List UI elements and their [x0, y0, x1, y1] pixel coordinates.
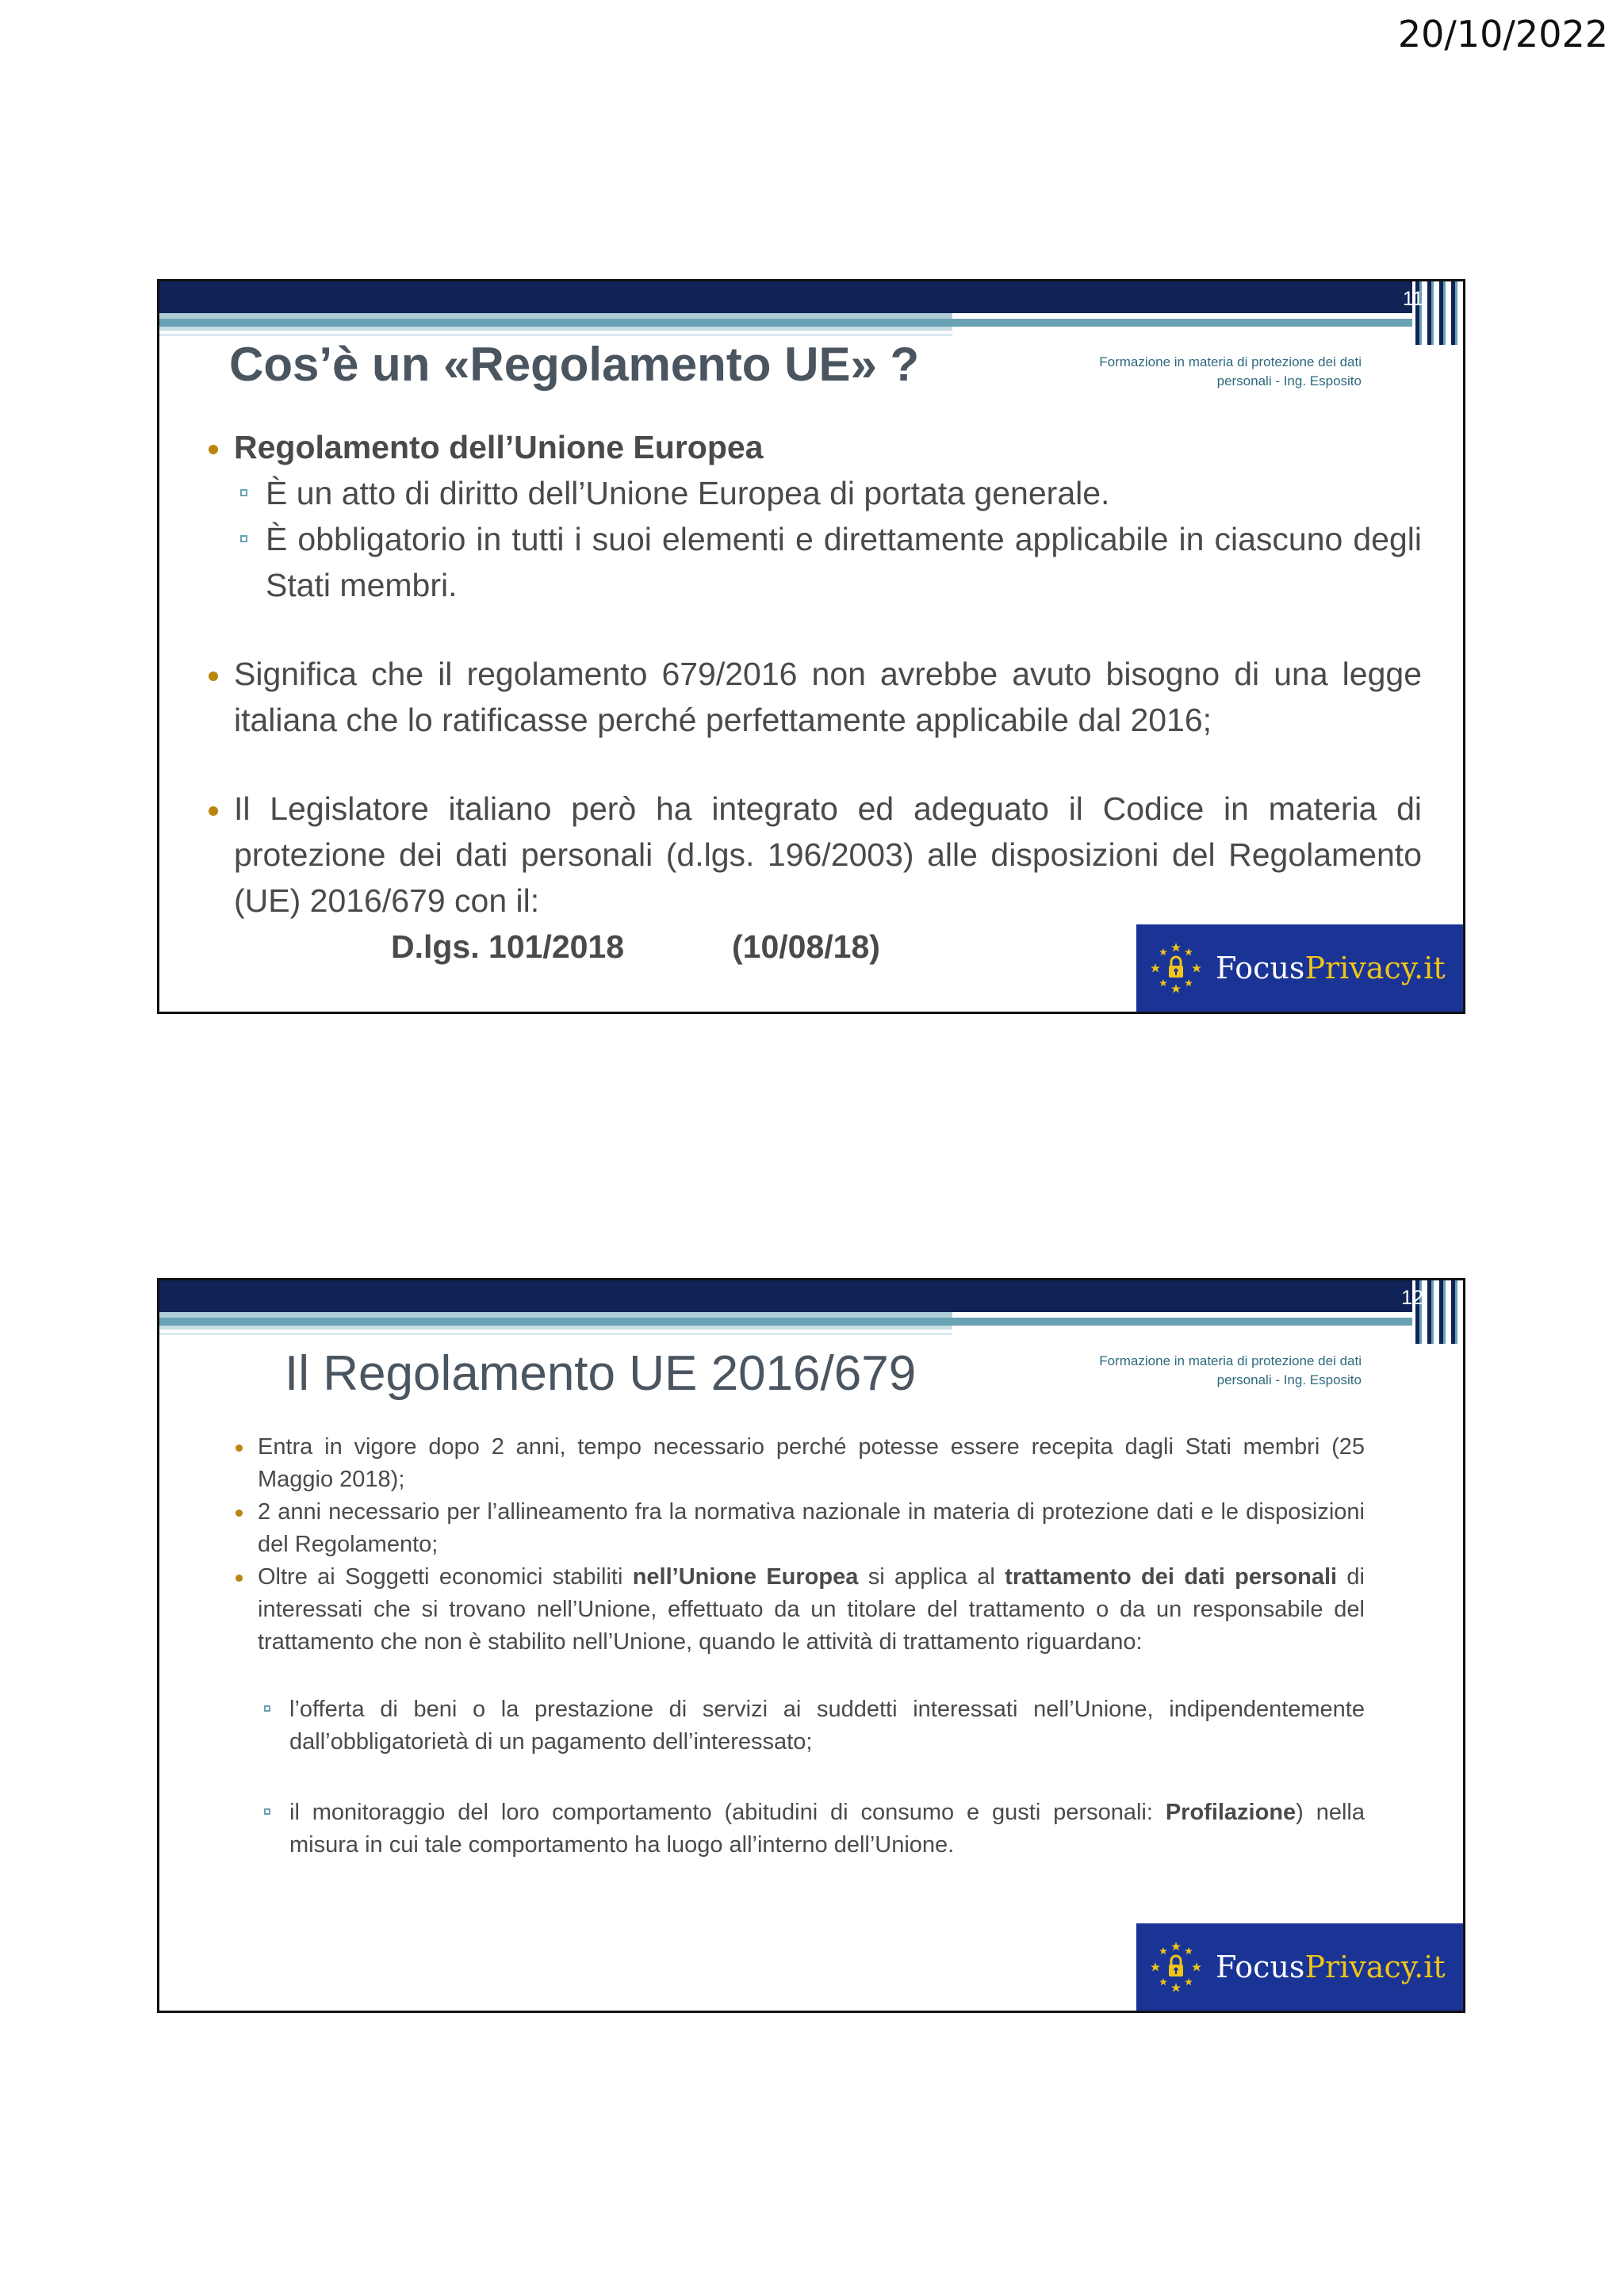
square-bullet-icon — [240, 489, 247, 496]
subtitle-line: Formazione in materia di protezione dei dati — [1099, 354, 1362, 369]
bullet-item — [229, 1561, 1365, 1659]
logo-text — [1216, 951, 1446, 985]
square-bullet-icon — [264, 1808, 270, 1815]
sub-bullet-text: È un atto di diritto dell’Unione Europea di portata generale. — [266, 475, 1110, 511]
bullet-text: di interessati che si trovano nell’Unione, effettuato da un titolare del trattamento o da un responsabile del trattamento che non è stabilito nell’Unione, quando le attività di trattamento riguardano: — [258, 1564, 1365, 1655]
sub-bullet-item — [201, 516, 1422, 608]
header-stripe — [159, 1318, 1460, 1326]
header-stripe — [159, 1326, 952, 1330]
bullet-item — [229, 1431, 1365, 1496]
header-stripe — [159, 319, 1460, 327]
bullet-text-bold: nell’Unione Europea — [632, 1564, 859, 1590]
bullet-text: 2 anni necessario per l’allineamento fra la normativa nazionale in materia di protezione dati e le disposizioni del Regolamento; — [258, 1499, 1365, 1557]
slide-number: 12 — [1401, 1287, 1423, 1309]
sub-bullet-text: l’offerta di beni o la prestazione di servizi ai suddetti interessati nell’Unione, indipendentemente dall’obbligatorietà di un pagamento dell’interessato; — [289, 1697, 1365, 1755]
bullet-text: Significa che il regolamento 679/2016 non avrebbe avuto bisogno di una legge italiana che lo ratificasse perché perfettamente applicabile dal 2016; — [234, 656, 1422, 738]
focusprivacy-logo — [1136, 924, 1463, 1012]
header-stripe — [159, 327, 952, 331]
slide-header-bar — [159, 281, 1463, 313]
sub-bullet-item — [229, 1693, 1365, 1758]
header-stripe — [159, 1312, 952, 1318]
bullet-item — [201, 424, 1422, 470]
header-stripe — [159, 313, 952, 319]
subtitle-line: Formazione in materia di protezione dei dati — [1099, 1353, 1362, 1368]
subtitle-line: personali - Ing. Esposito — [1216, 373, 1362, 388]
slide-12 — [157, 1278, 1465, 2013]
bullet-text: si applica al — [858, 1564, 1005, 1590]
logo-text-privacy: Privacy.it — [1304, 1950, 1446, 1984]
bullet-text: Entra in vigore dopo 2 anni, tempo necessario perché potesse essere recepita dagli Stati membri (25 Maggio 2018); — [258, 1434, 1365, 1492]
logo-text — [1216, 1950, 1446, 1984]
slide-11 — [157, 279, 1465, 1014]
bullet-item — [201, 651, 1422, 743]
bullet-text: Il Legislatore italiano però ha integrato ed adeguato il Codice in materia di protezione dei dati personali (d.lgs. 196/2003) alle disposizioni del Regolamento (UE) 2016/679 con il: — [234, 790, 1422, 919]
bullet-text: Regolamento dell’Unione Europea — [234, 429, 764, 465]
focusprivacy-logo — [1136, 1923, 1463, 2011]
bullet-dot-icon — [209, 806, 218, 816]
logo-text-focus: Focus — [1216, 951, 1305, 985]
slide-title: Il Regolamento UE 2016/679 — [285, 1346, 917, 1401]
square-bullet-icon — [264, 1705, 270, 1712]
slide-number: 11 — [1403, 288, 1423, 310]
slide-header-bar — [159, 1280, 1463, 1312]
slide-content — [229, 1431, 1365, 1862]
header-stripe — [159, 1333, 952, 1335]
sub-bullet-text: il monitoraggio del loro comportamento (abitudini di consumo e gusti personali: — [289, 1800, 1166, 1825]
subtitle-line: personali - Ing. Esposito — [1216, 1372, 1362, 1387]
bullet-dot-icon — [236, 1445, 243, 1452]
sub-bullet-text: ) nella misura in cui tale comportamento ha luogo all’interno dell’Unione. — [289, 1800, 1365, 1858]
bullet-text: Oltre ai Soggetti economici stabiliti — [258, 1564, 633, 1590]
bullet-dot-icon — [236, 1575, 243, 1582]
decree-number: D.lgs. 101/2018 — [391, 928, 625, 965]
header-stripe — [159, 334, 952, 336]
bullet-dot-icon — [209, 672, 218, 681]
slide-content — [201, 424, 1422, 971]
logo-text-focus: Focus — [1216, 1950, 1305, 1984]
decree-date: (10/08/18) — [732, 928, 880, 965]
slide-subtitle — [1099, 1352, 1362, 1390]
slide-subtitle — [1099, 353, 1362, 391]
square-bullet-icon — [240, 535, 247, 542]
bullet-text-bold: trattamento dei dati personali — [1005, 1564, 1338, 1590]
sub-bullet-text-bold: Profilazione — [1165, 1800, 1297, 1825]
page-date: 20/10/2022 — [1397, 13, 1608, 55]
sub-bullet-item — [229, 1797, 1365, 1862]
logo-text-privacy: Privacy.it — [1304, 951, 1446, 985]
bullet-item — [201, 786, 1422, 924]
eu-lock-icon — [1147, 939, 1205, 997]
eu-lock-icon — [1147, 1938, 1205, 1996]
bullet-dot-icon — [236, 1510, 243, 1517]
slide-title: Cos’è un «Regolamento UE» ? — [229, 338, 920, 391]
sub-bullet-item — [201, 470, 1422, 516]
sub-bullet-text: È obbligatorio in tutti i suoi elementi e direttamente applicabile in ciascuno degli Stati membri. — [266, 521, 1422, 603]
bullet-item — [229, 1496, 1365, 1561]
bullet-dot-icon — [209, 445, 218, 454]
